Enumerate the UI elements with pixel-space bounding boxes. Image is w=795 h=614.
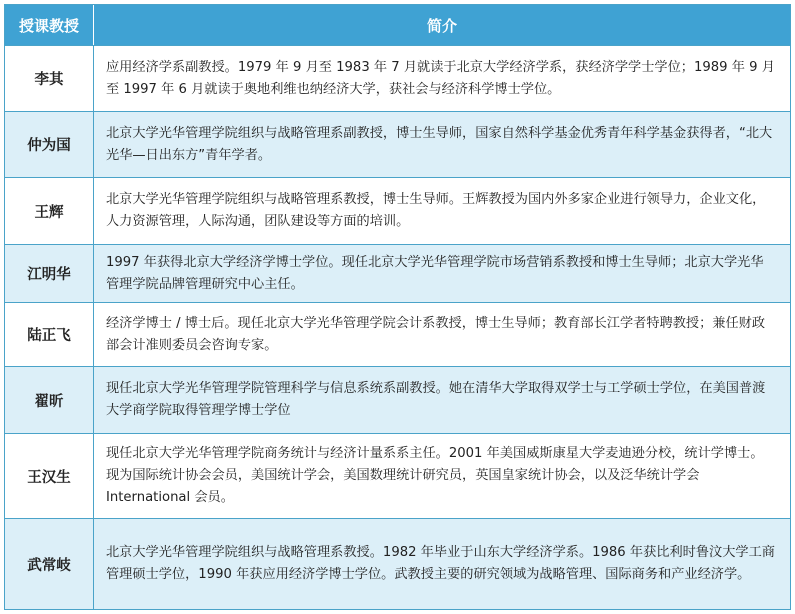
table-row bbox=[5, 111, 790, 177]
professor-desc: 现任北京大学光华管理学院商务统计与经济计量系系主任。2001 年美国威斯康星大学麦迪逊分校，统计学博士。现为国际统计协会会员，美国统计学会，美国数理统计研究员，英国皇家统计协会，以及泛华统计学会 International 会员。 bbox=[94, 434, 790, 518]
professor-desc: 应用经济学系副教授。1979 年 9 月至 1983 年 7 月就读于北京大学经济学系，获经济学学士学位；1989 年 9 月至 1997 年 6 月就读于奥地利维也纳经济大学，获社会与经济科学博士学位。 bbox=[94, 46, 790, 111]
professor-desc: 北京大学光华管理学院组织与战略管理系副教授，博士生导师，国家自然科学基金优秀青年科学基金获得者，“北大光华—日出东方”青年学者。 bbox=[94, 112, 790, 177]
professor-desc: 北京大学光华管理学院组织与战略管理系教授。1982 年毕业于山东大学经济学系。1986 年获比利时鲁汶大学工商管理硕士学位，1990 年获应用经济学博士学位。武教授主要的研究领域为战略管理、国际商务和产业经济学。 bbox=[94, 519, 790, 609]
professor-desc: 北京大学光华管理学院组织与战略管理系教授，博士生导师。王辉教授为国内外多家企业进行领导力，企业文化，人力资源管理，人际沟通，团队建设等方面的培训。 bbox=[94, 178, 790, 244]
professor-desc: 经济学博士 / 博士后。现任北京大学光华管理学院会计系教授，博士生导师；教育部长江学者特聘教授；兼任财政部会计准则委员会咨询专家。 bbox=[94, 303, 790, 366]
professor-name: 李其 bbox=[5, 46, 94, 111]
professor-name: 王辉 bbox=[5, 178, 94, 244]
table-header bbox=[5, 5, 790, 45]
header-desc: 简介 bbox=[426, 16, 457, 35]
professor-name: 陆正飞 bbox=[5, 303, 94, 366]
professor-name: 翟昕 bbox=[5, 367, 94, 433]
table-row bbox=[5, 244, 790, 302]
professor-name: 江明华 bbox=[5, 245, 94, 302]
table-row bbox=[5, 518, 790, 609]
professor-table bbox=[4, 4, 791, 610]
professor-desc: 1997 年获得北京大学经济学博士学位。现任北京大学光华管理学院市场营销系教授和博士生导师；北京大学光华管理学院品牌管理研究中心主任。 bbox=[94, 245, 790, 302]
table-row bbox=[5, 45, 790, 111]
table-row bbox=[5, 177, 790, 244]
table-row bbox=[5, 302, 790, 366]
table-row bbox=[5, 366, 790, 433]
professor-name: 武常岐 bbox=[5, 519, 94, 609]
table-row bbox=[5, 433, 790, 518]
header-name: 授课教授 bbox=[5, 5, 94, 45]
professor-name: 仲为国 bbox=[5, 112, 94, 177]
professor-desc: 现任北京大学光华管理学院管理科学与信息系统系副教授。她在清华大学取得双学士与工学硕士学位，在美国普渡大学商学院取得管理学博士学位 bbox=[94, 367, 790, 433]
professor-name: 王汉生 bbox=[5, 434, 94, 518]
